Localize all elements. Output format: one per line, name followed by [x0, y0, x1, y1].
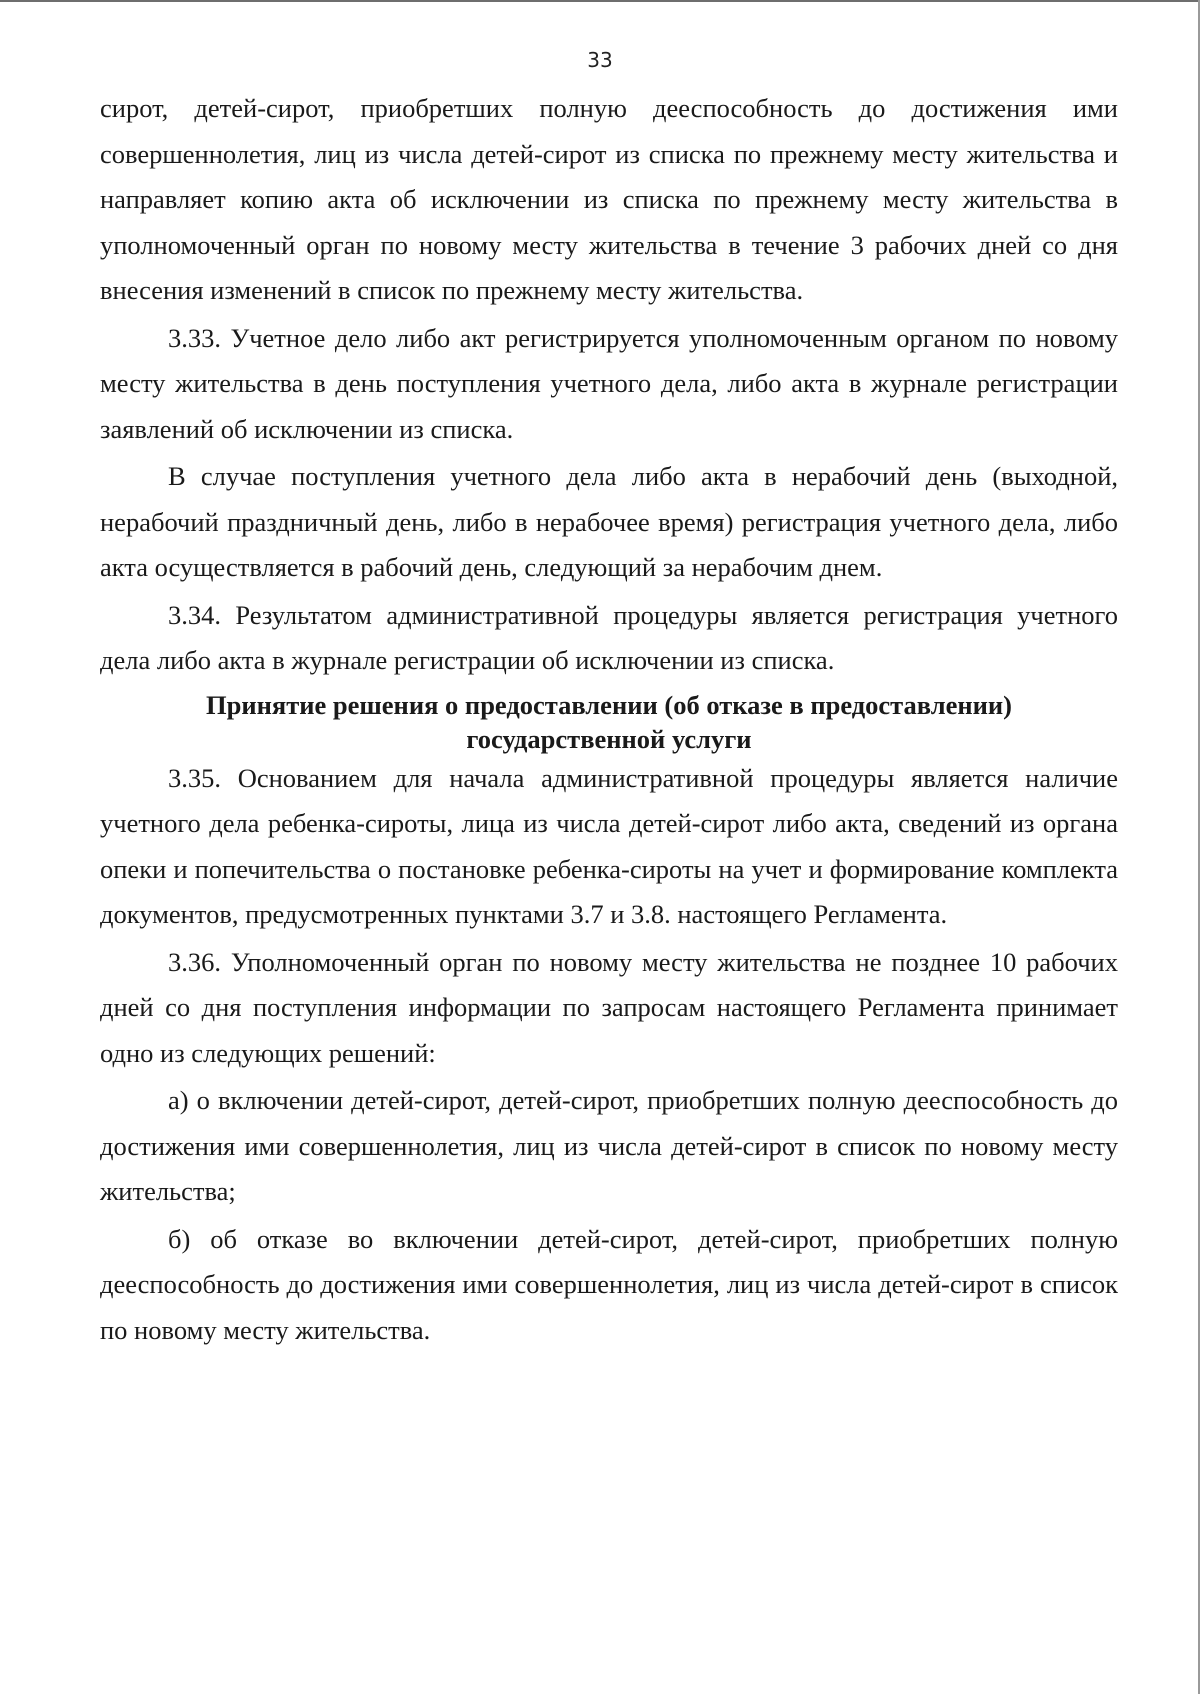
paragraph-3-36: 3.36. Уполномоченный орган по новому месту жительства не позднее 10 рабочих дней со дня поступления информации по запросам настоящего Регламента принимает одно из следующих решений: — [100, 946, 1118, 1068]
section-heading-line-1: Принятие решения о предоставлении (об отказе в предоставлении) — [206, 689, 1012, 720]
scan-edge-top — [0, 0, 1200, 2]
paragraph-3-33: 3.33. Учетное дело либо акт регистрируется уполномоченным органом по новому месту жительства в день поступления учетного дела, либо акта в журнале регистрации заявлений об исключении из списка. — [100, 322, 1118, 444]
document-body — [100, 86, 1118, 1353]
paragraph-item-a: а) о включении детей-сирот, детей-сирот, приобретших полную дееспособность до достижения ими совершеннолетия, лиц из числа детей-сирот в список по новому месту жительства; — [100, 1085, 1118, 1206]
paragraph-item-b: б) об отказе во включении детей-сирот, детей-сирот, приобретших полную дееспособность до достижения ими совершеннолетия, лиц из числа детей-сирот в список по новому месту жительства. — [100, 1223, 1118, 1345]
paragraph-3-35: 3.35. Основанием для начала административной процедуры является наличие учетного дела ребенка-сироты, лица из числа детей-сирот либо акта, сведений из органа опеки и попечительства о постановке ребенка-сироты на учет и формирование комплекта документов, предусмотренных пунктами 3.7 и 3.8. настоящего Регламента. — [100, 762, 1118, 929]
paragraph-non-working-day: В случае поступления учетного дела либо акта в нерабочий день (выходной, нерабочий праздничный день, либо в нерабочее время) регистрация учетного дела, либо акта осуществляется в рабочий день, следующий за нерабочим днем. — [100, 461, 1118, 582]
paragraph-continuation: сирот, детей-сирот, приобретших полную дееспособность до достижения ими совершеннолетия, лиц из числа детей-сирот из списка по прежнему месту жительства и направляет копию акта об исключении из списка по прежнему месту жительства в уполномоченный орган по новому месту жительства в течение 3 рабочих дней со дня внесения изменений в список по прежнему месту жительства. — [100, 93, 1118, 305]
page-number: 33 — [587, 48, 613, 72]
section-heading-line-2: государственной услуги — [466, 723, 752, 754]
paragraph-3-34: 3.34. Результатом административной процедуры является регистрация учетного дела либо акта в журнале регистрации об исключении из списка. — [100, 599, 1118, 675]
section-heading — [100, 688, 1118, 756]
